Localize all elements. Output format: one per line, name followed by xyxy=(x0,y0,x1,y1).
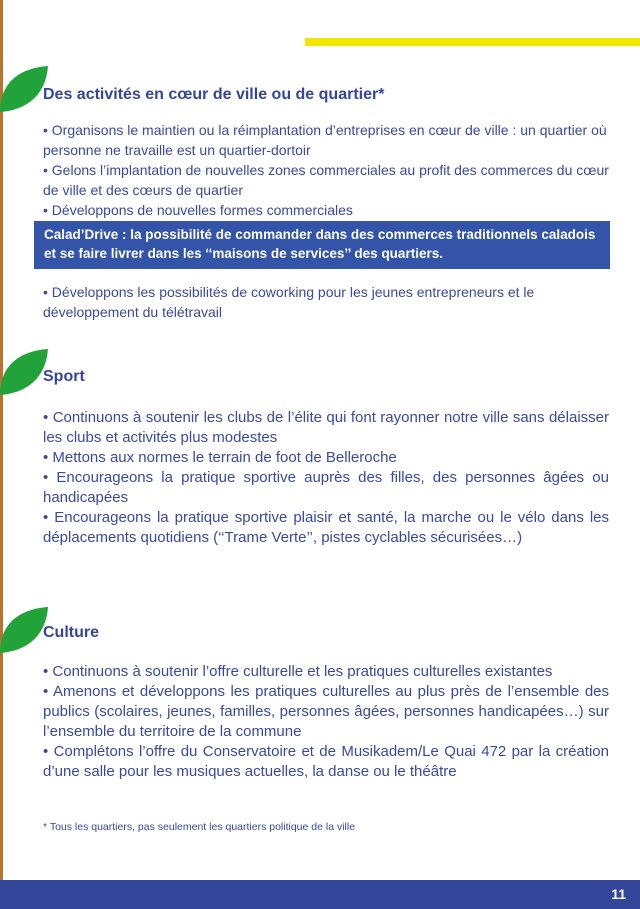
list-item: • Organisons le maintien ou la réimplantation d’entreprises en cœur de ville : un quartier où personne ne travaille est un quartier-dortoir xyxy=(43,122,607,158)
list-item: • Amenons et développons les pratiques culturelles au plus près de l’ensemble des publics (scolaires, jeunes, familles, personnes âgées, personnes handicapées…) sur l’ensemble du territoire de la commune xyxy=(43,683,609,740)
section-title-activities: Des activités en cœur de ville ou de quartier* xyxy=(43,86,385,103)
page-number: 11 xyxy=(611,886,626,902)
sport-bullets xyxy=(43,408,609,548)
culture-bullets xyxy=(43,662,609,782)
section-title-sport: Sport xyxy=(43,368,85,385)
activities-after-highlight xyxy=(43,282,609,322)
list-item: • Mettons aux normes le terrain de foot de Belleroche xyxy=(43,449,397,466)
list-item: • Encourageons la pratique sportive auprès des filles, des personnes âgées ou handicapées xyxy=(43,469,609,506)
footnote: * Tous les quartiers, pas seulement les quartiers politique de la ville xyxy=(43,821,356,833)
section-title-culture: Culture xyxy=(43,624,99,641)
list-item: • Développons les possibilités de coworking pour les jeunes entrepreneurs et le développement du télétravail xyxy=(43,284,535,320)
left-edge-border xyxy=(0,0,3,880)
list-item: • Continuons à soutenir l’offre culturelle et les pratiques culturelles existantes xyxy=(43,663,553,680)
list-item: • Complétons l’offre du Conservatoire et de Musikadem/Le Quai 472 par la création d’une salle pour les musiques actuelles, la danse ou le théâtre xyxy=(43,743,609,780)
highlight-text: Calad’Drive : la possibilité de commander dans des commerces traditionnels caladois et se faire livrer dans les ‘‘maisons de services’’ des quartiers. xyxy=(44,227,596,261)
list-item: • Encourageons la pratique sportive plaisir et santé, la marche ou le vélo dans les déplacements quotidiens (‘‘Trame Verte’’, pistes cyclables sécurisées…) xyxy=(43,509,609,546)
top-yellow-bar xyxy=(305,38,640,46)
list-item: • Gelons l’implantation de nouvelles zones commerciales au profit des commerces du cœur de ville et des cœurs de quartier xyxy=(43,162,609,198)
list-item: • Continuons à soutenir les clubs de l’élite qui font rayonner notre ville sans délaisser les clubs et activités plus modestes xyxy=(43,409,609,446)
calad-drive-highlight-box xyxy=(34,221,610,269)
bottom-footer-bar xyxy=(0,880,640,909)
list-item: • Développons de nouvelles formes commerciales xyxy=(43,202,353,218)
activities-bullets xyxy=(43,120,609,220)
